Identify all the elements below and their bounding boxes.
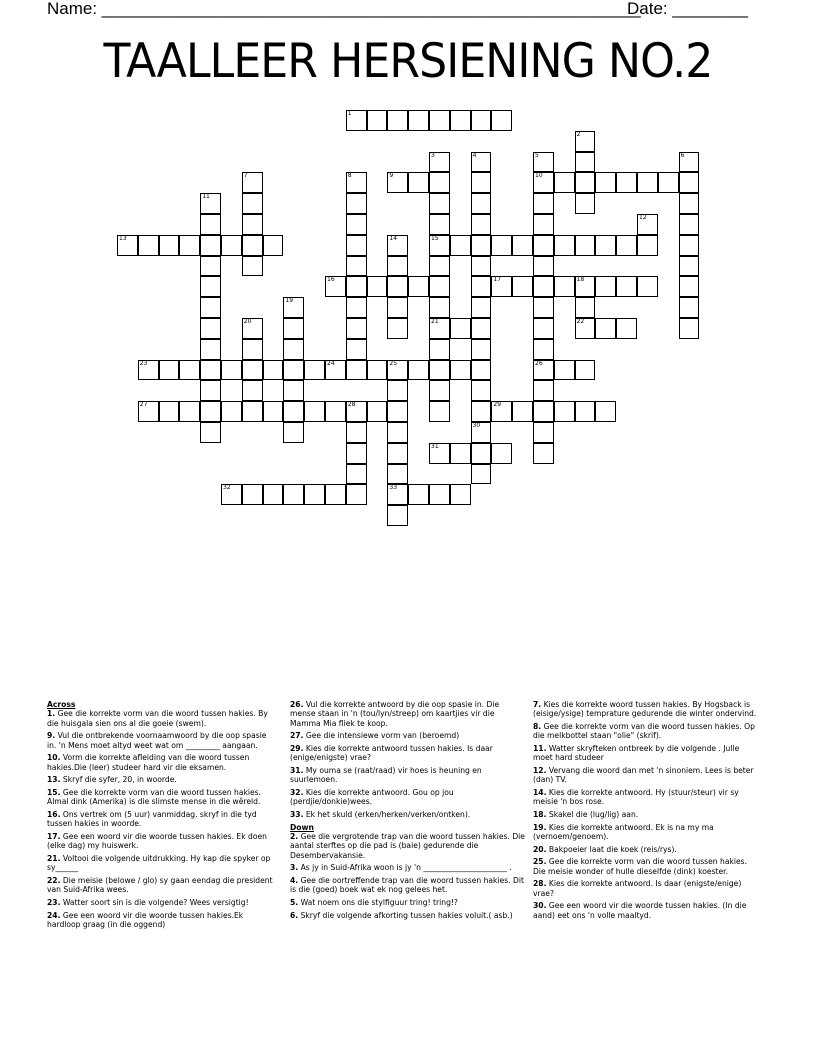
grid-cell[interactable] bbox=[242, 380, 263, 401]
clue-number: 29 bbox=[493, 401, 502, 409]
grid-cell[interactable] bbox=[679, 318, 700, 339]
across-heading: Across bbox=[47, 700, 76, 709]
across-clue: 17. Gee een woord vir die woorde tussen hakies. Ek doen (elke dag) my huiswerk. bbox=[47, 831, 267, 851]
grid-cell[interactable] bbox=[429, 193, 450, 214]
clue-number: 17 bbox=[493, 276, 502, 284]
grid-cell[interactable] bbox=[533, 256, 554, 277]
grid-cell[interactable] bbox=[450, 110, 471, 131]
across-clue: 21. Voltooi die volgende uitdrukking. Hy kap die spyker op sy______ bbox=[47, 853, 271, 873]
grid-cell[interactable] bbox=[429, 235, 450, 256]
clue-number: 4 bbox=[472, 151, 477, 159]
grid-cell[interactable] bbox=[283, 401, 304, 422]
grid-cell[interactable] bbox=[263, 235, 284, 256]
grid-cell[interactable] bbox=[200, 214, 221, 235]
grid-cell[interactable] bbox=[200, 360, 221, 381]
grid-cell[interactable] bbox=[575, 276, 596, 297]
across-clue: 26. Vul die korrekte antwoord by die oop spasie in. Die mense staan in 'n (tou/lyn/streep) om kaartjies vir die Mamma Mia fliek te koop. bbox=[290, 700, 500, 728]
grid-cell[interactable] bbox=[138, 235, 159, 256]
clue-number: 9 bbox=[389, 172, 394, 180]
grid-cell[interactable] bbox=[471, 464, 492, 485]
grid-cell[interactable] bbox=[408, 172, 429, 193]
clues-column-2 bbox=[290, 700, 525, 923]
grid-cell[interactable] bbox=[346, 193, 367, 214]
grid-cell[interactable] bbox=[450, 318, 471, 339]
grid-cell[interactable] bbox=[658, 172, 679, 193]
grid-cell[interactable] bbox=[450, 484, 471, 505]
grid-cell[interactable] bbox=[283, 360, 304, 381]
grid-cell[interactable] bbox=[346, 318, 367, 339]
grid-cell[interactable] bbox=[616, 276, 637, 297]
grid-cell[interactable] bbox=[263, 401, 284, 422]
clue-number: 25 bbox=[389, 359, 398, 367]
grid-cell[interactable] bbox=[242, 214, 263, 235]
grid-cell[interactable] bbox=[367, 360, 388, 381]
grid-cell[interactable] bbox=[200, 401, 221, 422]
grid-cell[interactable] bbox=[533, 318, 554, 339]
clue-number: 7 bbox=[243, 172, 248, 180]
grid-cell[interactable] bbox=[325, 484, 346, 505]
grid-cell[interactable] bbox=[471, 422, 492, 443]
grid-cell[interactable] bbox=[325, 276, 346, 297]
grid-cell[interactable] bbox=[429, 443, 450, 464]
grid-cell[interactable] bbox=[679, 276, 700, 297]
grid-cell[interactable] bbox=[325, 401, 346, 422]
down-clue: 19. Kies die korrekte antwoord. Ek is na my ma (vernoem/genoem). bbox=[533, 822, 714, 841]
clue-number: 15 bbox=[431, 234, 439, 242]
grid-cell[interactable] bbox=[221, 235, 242, 256]
grid-cell[interactable] bbox=[367, 110, 388, 131]
grid-cell[interactable] bbox=[387, 172, 408, 193]
grid-cell[interactable] bbox=[387, 380, 408, 401]
grid-cell[interactable] bbox=[533, 235, 554, 256]
grid-cell[interactable] bbox=[387, 297, 408, 318]
grid-cell[interactable] bbox=[575, 131, 596, 152]
across-clue: 10. Vorm die korrekte afleiding van die woord tussen hakies.Die (leer) studeer hard vir die eksamen. bbox=[47, 753, 250, 772]
grid-cell[interactable] bbox=[387, 505, 408, 526]
clue-number: 22 bbox=[576, 318, 585, 325]
grid-cell[interactable] bbox=[533, 339, 554, 360]
grid-cell[interactable] bbox=[575, 401, 596, 422]
grid-cell[interactable] bbox=[138, 360, 159, 381]
grid-cell[interactable] bbox=[595, 401, 616, 422]
grid-cell[interactable] bbox=[429, 172, 450, 193]
grid-cell[interactable] bbox=[283, 380, 304, 401]
grid-cell[interactable] bbox=[471, 318, 492, 339]
grid-cell[interactable] bbox=[304, 360, 325, 381]
grid-cell[interactable] bbox=[533, 422, 554, 443]
grid-cell[interactable] bbox=[512, 235, 533, 256]
across-clue: 31. My ouma se (raat/raad) vir hoes is heuning en suurlemoen. bbox=[290, 765, 482, 785]
grid-cell[interactable] bbox=[575, 297, 596, 318]
grid-cell[interactable] bbox=[554, 401, 575, 422]
grid-cell[interactable] bbox=[408, 110, 429, 131]
date-field-label[interactable]: Date: ________ bbox=[627, 0, 748, 18]
clue-number: 20 bbox=[243, 318, 252, 325]
grid-cell[interactable] bbox=[429, 297, 450, 318]
grid-cell[interactable] bbox=[471, 110, 492, 131]
grid-cell[interactable] bbox=[637, 214, 658, 235]
grid-cell[interactable] bbox=[471, 193, 492, 214]
down-clue: 5. Wat noem ons die stylfiguur tring! tring!? bbox=[290, 897, 458, 907]
grid-cell[interactable] bbox=[242, 256, 263, 277]
grid-cell[interactable] bbox=[637, 276, 658, 297]
down-clue: 7. Kies die korrekte woord tussen hakies. By Hogsback is (eisige/ysige) temprature gedurende die winter ondervind. bbox=[533, 700, 757, 719]
grid-cell[interactable] bbox=[429, 339, 450, 360]
grid-cell[interactable] bbox=[346, 235, 367, 256]
down-clue: 8. Gee die korrekte vorm van die woord tussen hakies. Op die melkbottel staan "olie" (skrif). bbox=[533, 721, 755, 741]
grid-cell[interactable] bbox=[512, 401, 533, 422]
grid-cell[interactable] bbox=[200, 318, 221, 339]
grid-cell[interactable] bbox=[408, 360, 429, 381]
across-clue: 24. Gee een woord vir die woorde tussen hakies.Ek hardloop graag (in die oggend) bbox=[47, 910, 244, 929]
grid-cell[interactable] bbox=[533, 380, 554, 401]
grid-cell[interactable] bbox=[429, 318, 450, 339]
grid-cell[interactable] bbox=[575, 172, 596, 193]
grid-cell[interactable] bbox=[346, 214, 367, 235]
grid-cell[interactable] bbox=[283, 339, 304, 360]
grid-cell[interactable] bbox=[200, 380, 221, 401]
grid-cell[interactable] bbox=[637, 235, 658, 256]
clue-number: 30 bbox=[472, 422, 481, 429]
grid-cell[interactable] bbox=[200, 297, 221, 318]
grid-cell[interactable] bbox=[429, 276, 450, 297]
across-clue: 32. Kies die korrekte antwoord. Gou op jou (perdjie/donkie)wees. bbox=[290, 787, 454, 807]
grid-cell[interactable] bbox=[491, 443, 512, 464]
grid-cell[interactable] bbox=[242, 360, 263, 381]
grid-cell[interactable] bbox=[408, 484, 429, 505]
grid-cell[interactable] bbox=[575, 193, 596, 214]
grid-cell[interactable] bbox=[200, 235, 221, 256]
grid-cell[interactable] bbox=[159, 360, 180, 381]
clue-number: 3 bbox=[431, 151, 435, 159]
grid-cell[interactable] bbox=[616, 235, 637, 256]
clue-number: 26 bbox=[535, 359, 543, 367]
grid-cell[interactable] bbox=[346, 464, 367, 485]
grid-cell[interactable] bbox=[533, 172, 554, 193]
grid-cell[interactable] bbox=[491, 235, 512, 256]
grid-cell[interactable] bbox=[533, 443, 554, 464]
grid-cell[interactable] bbox=[242, 401, 263, 422]
grid-cell[interactable] bbox=[283, 297, 304, 318]
grid-cell[interactable] bbox=[429, 256, 450, 277]
grid-cell[interactable] bbox=[533, 152, 554, 173]
across-clue: 16. Ons vertrek om (5 uur) vanmiddag. skryf in die tyd tussen hakies in woorde. bbox=[47, 809, 257, 829]
grid-cell[interactable] bbox=[304, 401, 325, 422]
grid-cell[interactable] bbox=[200, 339, 221, 360]
down-clue: 3. As jy in Suid-Afrika woon is jy 'n ______________________ . bbox=[290, 863, 512, 873]
grid-cell[interactable] bbox=[346, 443, 367, 464]
grid-cell[interactable] bbox=[242, 318, 263, 339]
across-clue: 22. Die meisie (belowe / glo) sy gaan eendag die president van Suid-Afrika wees. bbox=[47, 875, 273, 895]
grid-cell[interactable] bbox=[346, 401, 367, 422]
grid-cell[interactable] bbox=[387, 484, 408, 505]
clue-number: 5 bbox=[535, 151, 539, 159]
grid-cell[interactable] bbox=[387, 464, 408, 485]
clue-number: 33 bbox=[389, 484, 398, 492]
across-clue: 27. Gee die intensiewe vorm van (beroemd) bbox=[290, 731, 460, 741]
grid-cell[interactable] bbox=[242, 235, 263, 256]
down-clue: 11. Watter skryfteken ontbreek by die volgende . Julle moet hard studeer bbox=[533, 743, 740, 763]
clue-number: 6 bbox=[680, 151, 685, 159]
grid-cell[interactable] bbox=[679, 235, 700, 256]
grid-cell[interactable] bbox=[429, 484, 450, 505]
grid-cell[interactable] bbox=[533, 276, 554, 297]
clue-number: 24 bbox=[327, 359, 335, 367]
grid-cell[interactable] bbox=[429, 401, 450, 422]
clues-column-3 bbox=[533, 700, 761, 923]
grid-cell[interactable] bbox=[533, 401, 554, 422]
down-heading: Down bbox=[290, 822, 314, 832]
grid-cell[interactable] bbox=[679, 172, 700, 193]
clue-number: 21 bbox=[431, 318, 439, 325]
clue-number: 12 bbox=[639, 214, 647, 221]
grid-cell[interactable] bbox=[595, 318, 616, 339]
down-clue: 25. Gee die korrekte vorm van die woord tussen hakies. Die meisie wonder of hulle dieselfde (dink) koester. bbox=[533, 857, 748, 876]
grid-cell[interactable] bbox=[138, 401, 159, 422]
grid-cell[interactable] bbox=[533, 193, 554, 214]
clues-column-1 bbox=[47, 700, 277, 933]
grid-cell[interactable] bbox=[471, 443, 492, 464]
grid-cell[interactable] bbox=[471, 339, 492, 360]
clue-number: 18 bbox=[576, 276, 585, 284]
grid-cell[interactable] bbox=[616, 172, 637, 193]
grid-cell[interactable] bbox=[242, 193, 263, 214]
grid-cell[interactable] bbox=[471, 380, 492, 401]
grid-cell[interactable] bbox=[159, 401, 180, 422]
grid-cell[interactable] bbox=[387, 235, 408, 256]
grid-cell[interactable] bbox=[346, 484, 367, 505]
grid-cell[interactable] bbox=[533, 297, 554, 318]
grid-cell[interactable] bbox=[637, 172, 658, 193]
grid-cell[interactable] bbox=[242, 172, 263, 193]
clue-number: 10 bbox=[535, 172, 543, 180]
grid-cell[interactable] bbox=[429, 380, 450, 401]
grid-cell[interactable] bbox=[679, 297, 700, 318]
down-clue: 18. Skakel die (lug/lig) aan. bbox=[533, 809, 639, 819]
grid-cell[interactable] bbox=[325, 360, 346, 381]
grid-cell[interactable] bbox=[387, 318, 408, 339]
grid-cell[interactable] bbox=[429, 152, 450, 173]
grid-cell[interactable] bbox=[554, 276, 575, 297]
grid-cell[interactable] bbox=[242, 484, 263, 505]
clue-number: 31 bbox=[431, 442, 439, 450]
grid-cell[interactable] bbox=[387, 360, 408, 381]
grid-cell[interactable] bbox=[491, 276, 512, 297]
grid-cell[interactable] bbox=[346, 172, 367, 193]
grid-cell[interactable] bbox=[346, 339, 367, 360]
across-clue: 33. Ek het skuld (erken/herken/verken/ontken). bbox=[290, 809, 471, 819]
grid-cell[interactable] bbox=[387, 256, 408, 277]
grid-cell[interactable] bbox=[221, 360, 242, 381]
grid-cell[interactable] bbox=[471, 401, 492, 422]
grid-cell[interactable] bbox=[512, 276, 533, 297]
down-clue: 12. Vervang die woord dan met 'n sinoniem. Lees is beter (dan) TV. bbox=[533, 765, 754, 785]
page-title: TAALLEER HERSIENING NO.2 bbox=[103, 34, 713, 89]
grid-cell[interactable] bbox=[387, 110, 408, 131]
grid-cell[interactable] bbox=[159, 235, 180, 256]
clue-number: 16 bbox=[327, 276, 335, 284]
clue-number: 13 bbox=[119, 234, 127, 242]
clue-number: 11 bbox=[202, 193, 210, 201]
grid-cell[interactable] bbox=[283, 422, 304, 443]
grid-cell[interactable] bbox=[471, 152, 492, 173]
grid-cell[interactable] bbox=[200, 193, 221, 214]
down-clue: 14. Kies die korrekte antwoord. Hy (stuur/steur) vir sy meisie 'n bos rose. bbox=[533, 787, 739, 807]
grid-cell[interactable] bbox=[491, 401, 512, 422]
grid-cell[interactable] bbox=[367, 276, 388, 297]
grid-cell[interactable] bbox=[679, 214, 700, 235]
grid-cell[interactable] bbox=[450, 443, 471, 464]
grid-cell[interactable] bbox=[471, 297, 492, 318]
across-clue: 15. Gee die korrekte vorm van die woord tussen hakies. Almal dink (Amerika) is die slimste mense in die wêreld. bbox=[47, 787, 262, 807]
down-clue: 20. Bakpoeier laat die koek (reis/rys). bbox=[533, 844, 677, 854]
clue-number: 19 bbox=[285, 297, 294, 305]
grid-cell[interactable] bbox=[346, 297, 367, 318]
grid-cell[interactable] bbox=[595, 276, 616, 297]
grid-cell[interactable] bbox=[221, 401, 242, 422]
down-clue: 30. Gee een woord vir die woorde tussen hakies. (In die aand) eet ons 'n volle maaltyd. bbox=[533, 901, 747, 920]
grid-cell[interactable] bbox=[221, 484, 242, 505]
grid-cell[interactable] bbox=[575, 360, 596, 381]
grid-cell[interactable] bbox=[450, 360, 471, 381]
grid-cell[interactable] bbox=[679, 256, 700, 277]
grid-cell[interactable] bbox=[429, 360, 450, 381]
grid-cell[interactable] bbox=[117, 235, 138, 256]
grid-cell[interactable] bbox=[346, 110, 367, 131]
clue-number: 2 bbox=[576, 130, 581, 138]
grid-cell[interactable] bbox=[179, 360, 200, 381]
grid-cell[interactable] bbox=[471, 256, 492, 277]
grid-cell[interactable] bbox=[200, 422, 221, 443]
across-clue: 13. Skryf die syfer, 20, in woorde. bbox=[47, 775, 177, 785]
grid-cell[interactable] bbox=[283, 484, 304, 505]
grid-cell[interactable] bbox=[554, 360, 575, 381]
across-clue: 9. Vul die ontbrekende voornaamwoord by die oop spasie in. 'n Mens moet altyd weet wat om _________ aangaan. bbox=[47, 731, 267, 750]
down-clue: 2. Gee die vergrotende trap van die woord tussen hakies. Die aantal sterftes op die pad is (baie) gedurende die Desembervakansie. bbox=[290, 831, 525, 860]
grid-cell[interactable] bbox=[387, 443, 408, 464]
grid-cell[interactable] bbox=[679, 152, 700, 173]
grid-cell[interactable] bbox=[471, 235, 492, 256]
clue-number: 27 bbox=[139, 401, 148, 409]
grid-cell[interactable] bbox=[616, 318, 637, 339]
grid-cell[interactable] bbox=[575, 318, 596, 339]
grid-cell[interactable] bbox=[304, 484, 325, 505]
down-clue: 4. Gee die oortreffende trap van die woord tussen hakies. Dit is die (goed) boek wat ek nog gelees het. bbox=[290, 875, 524, 895]
grid-cell[interactable] bbox=[450, 235, 471, 256]
clue-number: 1 bbox=[347, 110, 352, 117]
grid-cell[interactable] bbox=[554, 172, 575, 193]
name-field-label[interactable]: Name: _________________________________________________________ bbox=[47, 0, 641, 18]
grid-cell[interactable] bbox=[471, 172, 492, 193]
grid-cell[interactable] bbox=[471, 276, 492, 297]
grid-cell[interactable] bbox=[533, 214, 554, 235]
clue-number: 28 bbox=[347, 401, 356, 409]
across-clue: 1. Gee die korrekte vorm van die woord tussen hakies. By die huisgala sien ons al die goeie (swem). bbox=[47, 709, 268, 728]
grid-cell[interactable] bbox=[408, 276, 429, 297]
grid-cell[interactable] bbox=[575, 152, 596, 173]
grid-cell[interactable] bbox=[471, 360, 492, 381]
grid-cell[interactable] bbox=[346, 256, 367, 277]
grid-cell[interactable] bbox=[554, 235, 575, 256]
grid-cell[interactable] bbox=[367, 401, 388, 422]
grid-cell[interactable] bbox=[387, 276, 408, 297]
grid-cell[interactable] bbox=[179, 235, 200, 256]
grid-cell[interactable] bbox=[242, 339, 263, 360]
grid-cell[interactable] bbox=[346, 422, 367, 443]
grid-cell[interactable] bbox=[387, 401, 408, 422]
grid-cell[interactable] bbox=[200, 276, 221, 297]
grid-cell[interactable] bbox=[491, 110, 512, 131]
grid-cell[interactable] bbox=[200, 256, 221, 277]
grid-cell[interactable] bbox=[263, 484, 284, 505]
clue-number: 32 bbox=[223, 484, 231, 492]
grid-cell[interactable] bbox=[429, 214, 450, 235]
clue-number: 14 bbox=[389, 234, 398, 242]
grid-cell[interactable] bbox=[346, 360, 367, 381]
clue-number: 23 bbox=[139, 359, 148, 367]
grid-cell[interactable] bbox=[679, 193, 700, 214]
grid-cell[interactable] bbox=[387, 422, 408, 443]
grid-cell[interactable] bbox=[179, 401, 200, 422]
grid-cell[interactable] bbox=[263, 360, 284, 381]
grid-cell[interactable] bbox=[283, 318, 304, 339]
down-clue: 28. Kies die korrekte antwoord. Is daar (enigste/enige) vrae? bbox=[533, 879, 742, 898]
grid-cell[interactable] bbox=[575, 235, 596, 256]
grid-cell[interactable] bbox=[471, 214, 492, 235]
across-clue: 23. Watter soort sin is die volgende? Wees versigtig! bbox=[47, 897, 249, 907]
grid-cell[interactable] bbox=[533, 360, 554, 381]
grid-cell[interactable] bbox=[346, 276, 367, 297]
down-clue: 6. Skryf die volgende afkorting tussen hakies voluit.( asb.) bbox=[290, 910, 513, 920]
grid-cell[interactable] bbox=[429, 110, 450, 131]
grid-cell[interactable] bbox=[595, 235, 616, 256]
grid-cell[interactable] bbox=[595, 172, 616, 193]
clue-number: 8 bbox=[347, 172, 352, 180]
across-clue: 29. Kies die korrekte antwoord tussen hakies. Is daar (enige/enigste) vrae? bbox=[290, 743, 493, 763]
